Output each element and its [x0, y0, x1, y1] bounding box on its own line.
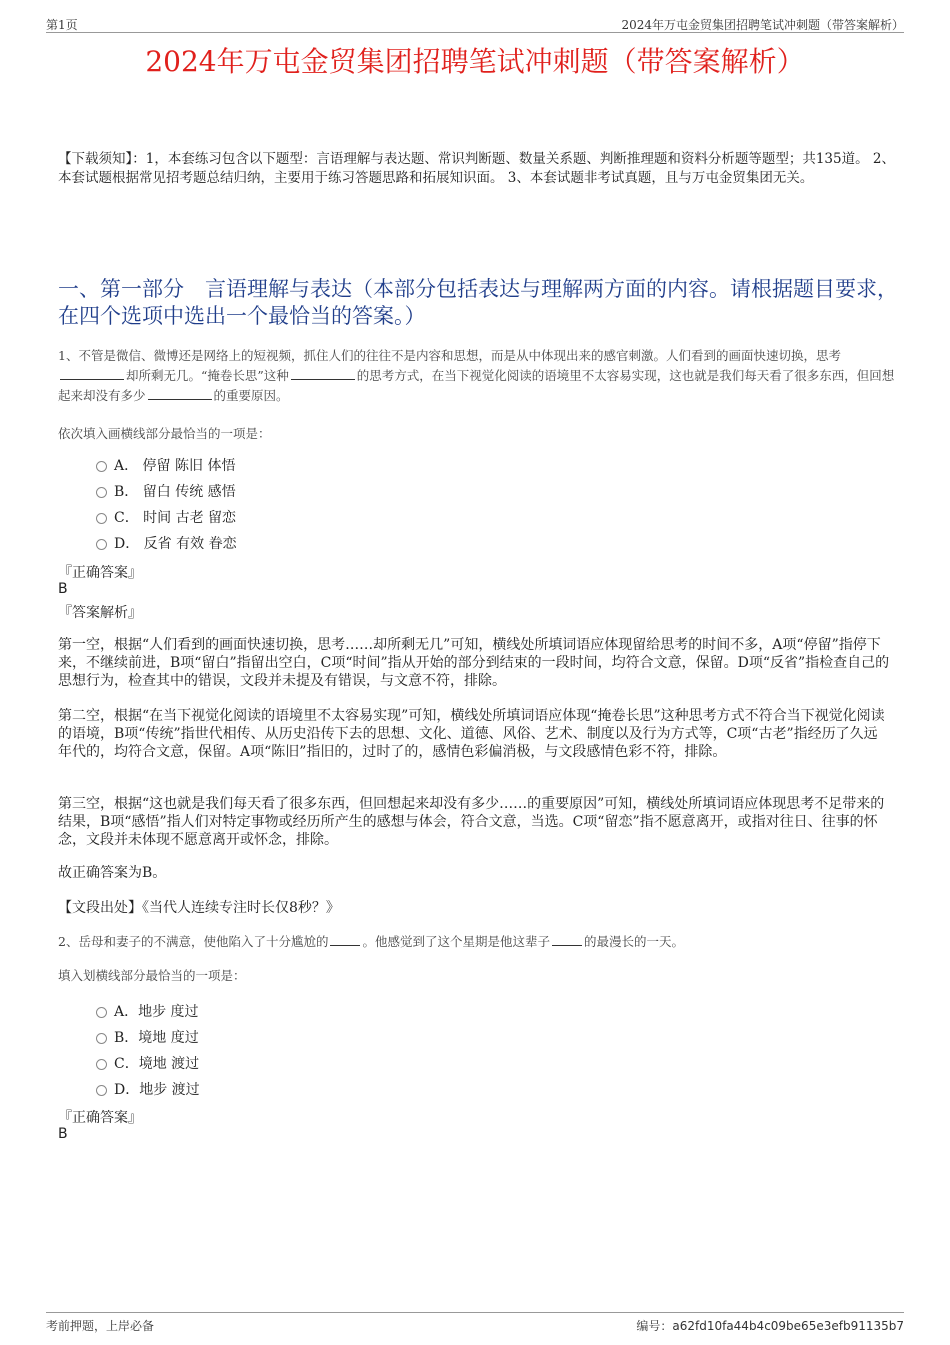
document-id: 编号：a62fd10fa44b4c09be65e3efb91135b7 [636, 1319, 904, 1333]
radio-icon[interactable] [96, 487, 107, 498]
blank-line [148, 387, 212, 400]
radio-icon[interactable] [96, 539, 107, 550]
radio-icon[interactable] [96, 1059, 107, 1070]
radio-icon[interactable] [96, 1033, 107, 1044]
correct-answer: B [58, 1126, 68, 1142]
blank-line [60, 367, 124, 380]
section-heading: 一、第一部分 言语理解与表达（本部分包括表达与理解两方面的内容。请根据题目要求，在四个选项中选出一个最恰当的答案。） [58, 277, 898, 328]
analysis-paragraph: 第三空，根据“这也就是我们每天看了很多东西，但回想起来却没有多少……的重要原因”可知，横线处所填词语应体现思考不足带来的结果，B项“感悟”指人们对特定事物或经历所产生的感想与体会，符合文意，当选。C项“留恋”指不愿意离开，或指对往日、往事的怀念，文段并未体现不愿意离开或怀念，排除。 [58, 796, 885, 848]
analysis-paragraph: 第一空，根据“人们看到的画面快速切换，思考……却所剩无几”可知，横线处所填词语应体现留给思考的时间不多，A项“停留”指停下来，不继续前进，B项“留白”指留出空白，C项“时间”指从开始的部分到结束的一段时间，均符合文意，保留。D项“反省”指检查自己的思想行为，检查其中的错误，文段并未提及有错误，与文意不符，排除。 [58, 637, 890, 689]
download-notice: 【下载须知】：1，本套练习包含以下题型：言语理解与表达题、常识判断题、数量关系题、判断推理题和资料分析题等题型；共135道。 2、本套试题根据常见招考题总结归纳，主要用于练习答题思路和拓展知识面。 3、本套试题非考试真题，且与万屯金贸集团无关。 [58, 151, 895, 186]
source-citation: 【文段出处】《当代人连续专注时长仅8秒？》 [58, 900, 340, 916]
correct-answer: B [58, 581, 68, 597]
radio-icon[interactable] [96, 1007, 107, 1018]
analysis-label: 『答案解析』 [58, 605, 142, 621]
document-title: 2024年万屯金贸集团招聘笔试冲刺题（带答案解析） [145, 45, 805, 78]
radio-icon[interactable] [96, 513, 107, 524]
question-1-prompt: 依次填入画横线部分最恰当的一项是： [58, 426, 271, 441]
page-header [46, 14, 904, 33]
question-2-text: 2、岳母和妻子的不满意，使他陷入了十分尴尬的 。他感觉到了这个星期是他这辈子 的最漫长的一天。 [58, 934, 684, 949]
radio-icon[interactable] [96, 461, 107, 472]
header-doc-title: 2024年万屯金贸集团招聘笔试冲刺题（带答案解析） [621, 18, 904, 32]
page-number: 第1页 [46, 18, 78, 32]
question-2-prompt: 填入划横线部分最恰当的一项是： [58, 968, 246, 983]
page-footer [46, 1312, 904, 1333]
analysis-conclusion: 故正确答案为B。 [58, 865, 167, 881]
blank-line [291, 367, 355, 380]
question-1-text: 1、不管是微信、微博还是网络上的短视频，抓住人们的往往不是内容和思想，而是从中体现出来的感官刺激。人们看到的画面快速切换，思考却所剩无几。“掩卷长思”这种 的思考方式，在当下视觉化阅读的语境里不太容易实现，这也就是我们每天看了很多东西，但回想起来却没有多少 的重要原因。 [58, 348, 895, 403]
blank-line [330, 933, 360, 946]
correct-answer-label: 『正确答案』 [58, 1110, 142, 1126]
blank-line [552, 933, 582, 946]
footer-slogan: 考前押题，上岸必备 [46, 1319, 155, 1333]
radio-icon[interactable] [96, 1085, 107, 1096]
analysis-paragraph: 第二空，根据“在当下视觉化阅读的语境里不太容易实现”可知，横线处所填词语应体现“掩卷长思”这种思考方式不符合当下视觉化阅读的语境，B项“传统”指世代相传、从历史沿传下去的思想、文化、道德、风俗、艺术、制度以及行为方式等，C项“古老”指经历了久远年代的，均符合文意，保留。A项“陈旧”指旧的，过时了的，感情色彩偏消极，与文段感情色彩不符，排除。 [58, 708, 885, 760]
correct-answer-label: 『正确答案』 [58, 565, 142, 581]
